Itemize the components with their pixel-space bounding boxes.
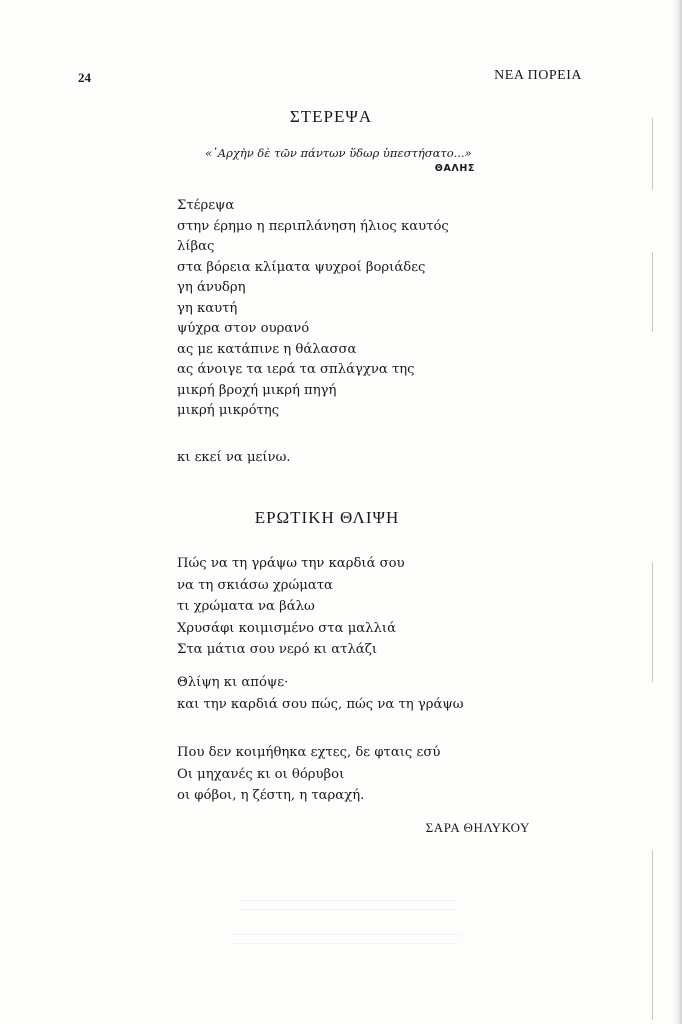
poem-line: μικρή βροχή μικρή πηγή [177, 382, 337, 398]
bleed-through-text [240, 900, 455, 910]
poem-title: ΕΡΩΤΙΚΗ ΘΛΙΨΗ [254, 508, 400, 527]
poem-line: Οι μηχανές κι οι θόρυβοι [177, 766, 345, 782]
poem-line: Χρυσάφι κοιμισμένο στα μαλλιά [177, 620, 396, 636]
poem-line: λίβας [177, 239, 215, 254]
stanza [177, 448, 291, 469]
poem-line: Που δεν κοιμήθηκα εχτες, δε φταις εσύ [177, 745, 441, 760]
poem-line: μικρή μικρότης [177, 403, 280, 418]
poem-line: οι φόβοι, η ζέστη, η ταραχή. [177, 788, 365, 804]
margin-mark [652, 118, 653, 190]
poem-line: ψύχρα στον ουρανό [177, 321, 310, 336]
author-signature: ΣΑΡΑ ΘΗΛΥΚΟΥ [425, 820, 530, 835]
stanza [177, 742, 440, 807]
stanza [177, 672, 464, 715]
bleed-through-text [232, 934, 460, 944]
running-head: ΝΕΑ ΠΟΡΕΙΑ [494, 68, 582, 83]
epigraph: «᾽Αρχὴν δὲ τῶν πάντων ὕδωρ ὑπεστήσατο...» [205, 146, 472, 160]
poem-line: γη καυτή [177, 300, 238, 316]
poem-line: κι εκεί να μείνω. [177, 450, 291, 465]
poem-line: Στα μάτια σου νερό κι ατλάζι [177, 642, 378, 658]
poem-line: Στέρεψα [177, 198, 235, 213]
poem-line: στην έρημο η περιπλάνηση ήλιος καυτός [177, 218, 449, 234]
poem-line: στα βόρεια κλίματα ψυχροί βοριάδες [177, 259, 426, 275]
margin-mark [652, 252, 653, 332]
poem-line: τι χρώματα να βάλω [177, 599, 315, 615]
poem-line: γη άνυδρη [177, 280, 246, 295]
poem-line: και την καρδιά σου πώς, πώς να τη γράψω [177, 696, 464, 712]
poem-line: Πώς να τη γράψω την καρδιά σου [177, 556, 405, 571]
margin-mark [652, 562, 653, 682]
epigraph-author: ΘΑΛΗΣ [434, 163, 475, 174]
stanza [177, 553, 405, 661]
page-edge-shadow [672, 0, 682, 1024]
page-number: 24 [78, 70, 91, 85]
stanza [177, 196, 449, 422]
margin-mark [652, 850, 653, 1020]
poem-title: ΣΤΕΡΕΨΑ [289, 107, 373, 126]
poem-line: ας άνοιγε τα ιερά τα σπλάγχνα της [177, 362, 415, 377]
poem-line: ας με κατάπινε η θάλασσα [177, 341, 357, 357]
poem-line: να τη σκιάσω χρώματα [177, 577, 333, 593]
poem-line: Θλίψη κι απόψε· [177, 675, 289, 690]
